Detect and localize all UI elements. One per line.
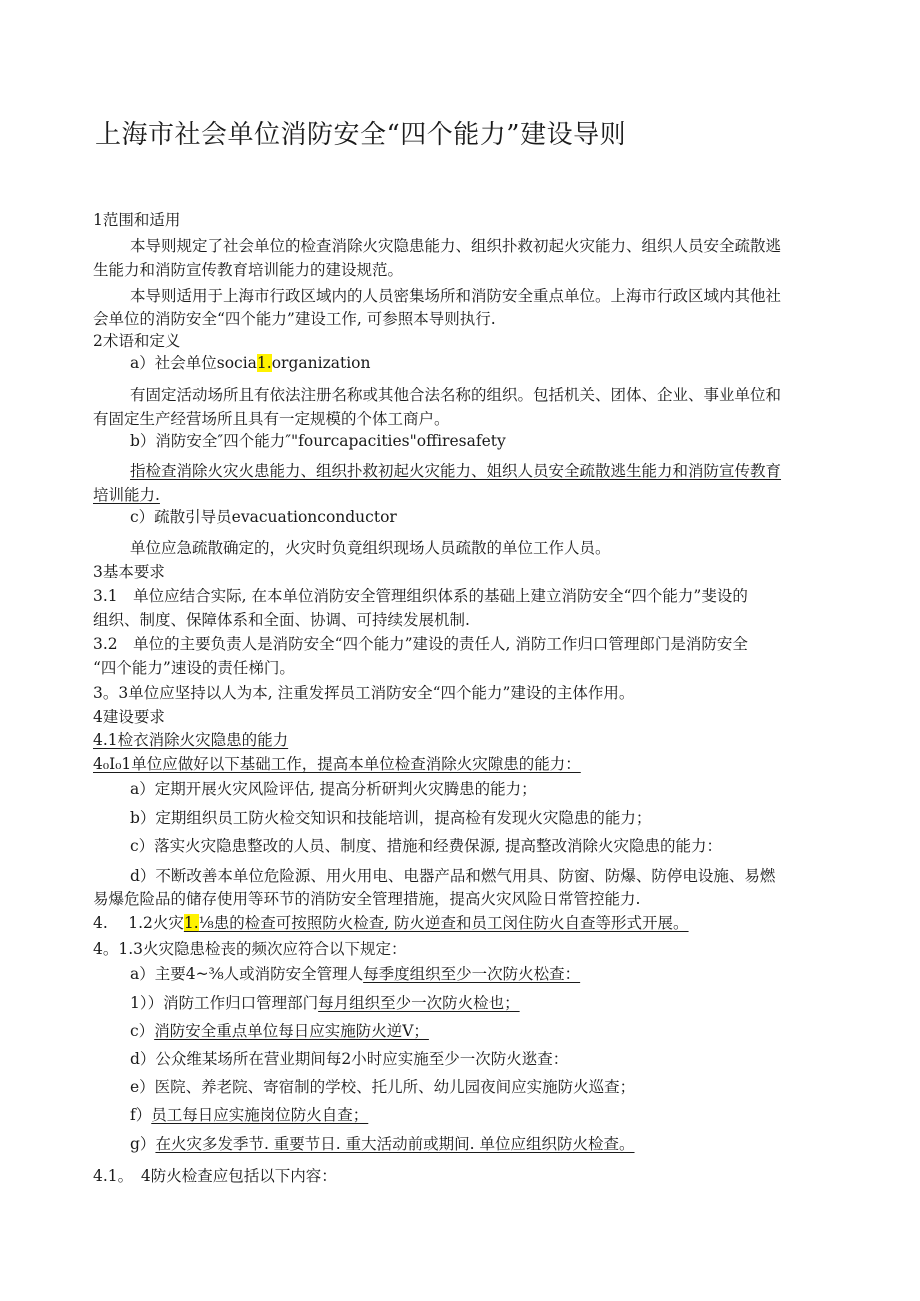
freq-c-text: 消防安全重点单位每日应实施防火逆V；: [154, 1022, 429, 1040]
freq-a-text: 每季度组织至少一次防火松查：: [363, 965, 581, 983]
s4-1-2-label: 4. 1.2火灾: [93, 914, 184, 932]
s4-1-1: 4₀I₀1单位应做好以下基础工作，提高本单位检查消除火灾隙患的能力：: [93, 755, 581, 773]
highlight-mark: 1.: [183, 914, 199, 932]
s1-para1-line2: 生能力和消防宣传教育培训能力的建设规范。: [93, 261, 404, 279]
freq-1: [130, 993, 520, 1013]
term-b-def-line1: 指检查消除火灾火患能力、组织扑救初起火灾能力、姐织人员安全疏散逃生能力和消防宣传教育: [130, 462, 782, 480]
term-a-english: organization: [271, 354, 371, 372]
s4-1-heading: 4.1检衣消除火灾隐患的能力: [93, 731, 289, 749]
section-3-heading: 3基本要求: [93, 563, 165, 581]
freq-g: [130, 1134, 635, 1154]
freq-g-text: 在火灾多发季节. 重要节日. 重大活动前或期间. 单位应组织防火检查。: [155, 1135, 635, 1153]
freq-a: [130, 964, 580, 984]
highlight-mark: 1.: [256, 354, 272, 372]
s3-3: 3。3单位应坚持以人为本, 注重发挥员工消防安全“四个能力”建设的主体作用。: [93, 684, 635, 702]
term-c-def: 单位应急疏散确定的，火灾时负竟组织现场人员疏散的单位工作人员。: [130, 539, 611, 557]
s4-1-1-item-d-line1: d）不断改善本单位危险源、用火用电、电器产品和燃气用具、防窗、防爆、防停电设施、易燃: [130, 867, 776, 885]
freq-f-text: 员工每日应实施岗位防火自查；: [151, 1106, 369, 1124]
term-a-def-line1: 有固定活动场所且有依法注册名称或其他合法名称的组织。包括机关、团体、企业、事业单位和: [130, 386, 782, 404]
document-title: 上海市社会单位消防安全“四个能力”建设导则: [95, 120, 627, 150]
freq-e: e）医院、养老院、寄宿制的学校、托儿所、幼儿园夜间应实施防火巡查；: [130, 1078, 636, 1096]
s1-para1-line1: 本导则规定了社会单位的检查消除火灾隐患能力、组织扑救初起火灾能力、组织人员安全疏散逃: [130, 237, 782, 255]
s3-1-line1: 3.1 单位应结合实际, 在本单位消防安全管理组织体系的基础上建立消防安全“四个能力”斐设的: [93, 587, 748, 605]
freq-1-label: 1））消防工作归口管理部门: [130, 994, 319, 1012]
s3-1-line2: 组织、制度、保障体系和全面、协调、可持续发展机制.: [93, 611, 470, 629]
s4-1-1-item-d-line2: 易爆危险品的储存使用等环节的消防安全管理措施，提高火灾风险日常管控能力.: [93, 890, 641, 908]
freq-c-label: c）: [130, 1022, 155, 1040]
s4-1-1-item-a: a）定期开展火灾风险评估, 提高分析研判火灾腾患的能力；: [130, 780, 537, 798]
freq-g-label: g）: [130, 1135, 156, 1153]
s4-1-2-text: ⅛患的检查可按照防火检查, 防火逆查和员工闵住防火自查等形式开展。: [198, 914, 689, 932]
term-a-label: a）社会单位socia: [130, 354, 257, 372]
s1-para2-line2: 会单位的消防安全“四个能力”建设工作, 可参照本导则执行.: [93, 310, 496, 328]
s3-2-line2: “四个能力”速设的责任梯门。: [93, 659, 295, 677]
s4-1-1-item-c: c）落实火灾隐患整改的人员、制度、措施和经费保源, 提高整改消除火灾隐患的能力：: [130, 837, 723, 855]
freq-a-label: a）主要4~⅜人或消防安全管理人: [130, 965, 364, 983]
freq-d: d）公众维某场所在营业期间每2小时应实施至少一次防火逖查：: [130, 1050, 569, 1068]
term-b-def-line2: 培训能力.: [93, 486, 160, 504]
s4-1-3: 4。1.3火灾隐患检丧的频次应符合以下规定：: [93, 940, 407, 958]
s3-2-line1: 3.2 单位的主要负责人是消防安全“四个能力”建设的责任人, 消防工作归口管理郎门是消防安全: [93, 635, 748, 653]
freq-1-text: 每月组织至少一次防火检也；: [318, 994, 520, 1012]
term-b: b）消防安全″四个能力″"fourcapacities"offiresafety: [130, 432, 506, 450]
freq-c: [130, 1021, 429, 1041]
freq-f: [130, 1105, 368, 1125]
s1-para2-line1: 本导则适用于上海市行政区域内的人员密集场所和消防安全重点单位。上海市行政区域内其他社: [130, 287, 782, 305]
s4-1-4: 4.1。 4防火检查应包括以下内容：: [93, 1167, 337, 1185]
s4-1-2: [93, 913, 689, 933]
section-1-heading: 1范围和适用: [93, 211, 181, 229]
term-c: c）疏散引导员evacuationconductor: [130, 508, 397, 526]
section-4-heading: 4建设要求: [93, 708, 165, 726]
section-2-heading: 2术语和定义: [93, 332, 181, 350]
term-a-def-line2: 有固定生产经营场所且具有一定规模的个体工商户。: [93, 410, 450, 428]
s4-1-1-item-b: b）定期组织员工防火检交知识和技能培训，提高检有发现火灾隐患的能力；: [130, 809, 652, 827]
freq-f-label: f）: [130, 1106, 152, 1124]
term-a: [130, 353, 370, 373]
